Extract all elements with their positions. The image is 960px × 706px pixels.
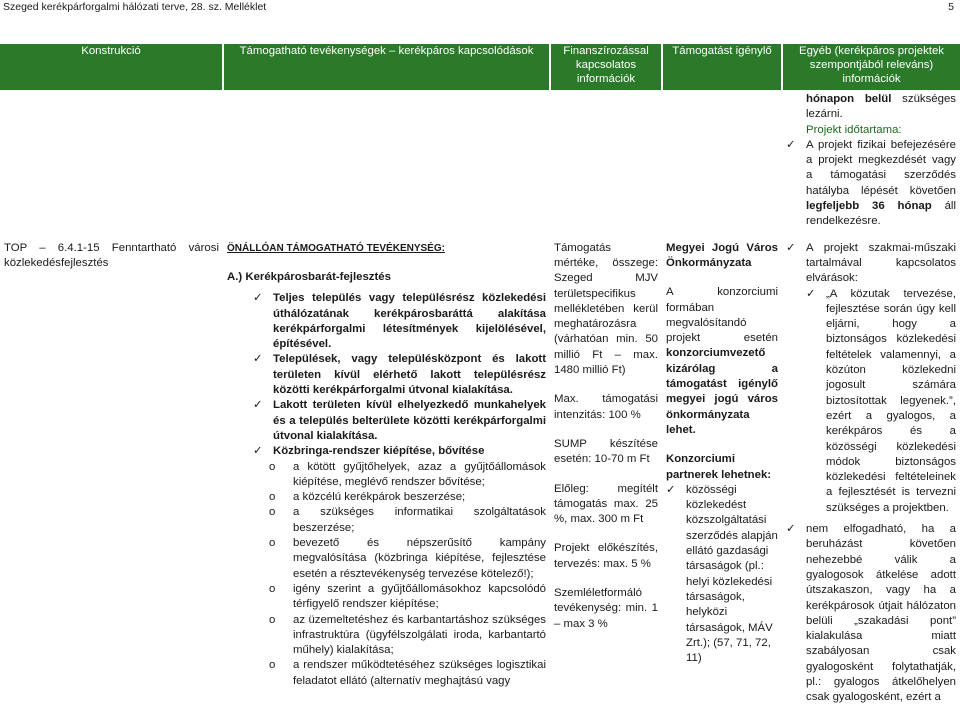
- bullet-icon: o: [269, 613, 276, 626]
- table-header-row: [0, 44, 960, 90]
- check-icon: ✓: [666, 483, 676, 496]
- sub-list-item: o a közcélú kerékpárok beszerzése;: [227, 490, 546, 505]
- bullet-icon: o: [269, 659, 276, 672]
- list-item: ✓ A projekt szakmai-műszaki tartalmával kapcsolatos elvárások:: [786, 241, 956, 287]
- finance-advance: Előleg: megítélt támogatás max. 25 %, max. 300 m Ft: [554, 482, 658, 526]
- col-header-finance: Finanszírozással kapcsolatos információk: [550, 44, 662, 90]
- activities-cell: [223, 238, 550, 706]
- list-item: ✓ Lakott területen kívül elhelyezkedő munkahelyek és a település belterülete közötti kerékpárforgalmi útvonal kialakítása.: [227, 398, 546, 444]
- finance-preparation: Projekt előkészítés, tervezés: max. 5 %: [554, 542, 658, 570]
- list-item: ✓ Teljes település vagy településrész közlekedési úthálózatának kerékpárosbaráttá alakítása kerékpárforgalmi létesítmények kijelölésével, építésével.: [227, 291, 546, 352]
- col-header-construction: Konstrukció: [0, 44, 223, 90]
- finance-cell: [550, 238, 662, 706]
- bullet-icon: o: [269, 582, 276, 595]
- sub-list-item: o a szükséges informatikai szolgáltatások beszerzése;: [227, 505, 546, 536]
- duration-label: Projekt időtartama:: [806, 123, 902, 136]
- check-icon: ✓: [786, 138, 796, 151]
- section-a-title: A.) Kerékpárosbarát-fejlesztés: [227, 270, 391, 283]
- continuation-cell: hónapon belül szükséges lezárni. Projekt időtartama: ✓ A projekt fizikai befejezésére a projekt megkezdését vagy a támogatási szerződés hatályba lépését követően legfeljebb 36 hónap áll rendelkezésre.: [782, 90, 960, 238]
- list-item: ✓ nem elfogadható, ha a beruházást követően nehezebbé válik a gyalogosok átkelése adott útszakaszon, vagy ha a kerékpárosok útjait hálózaton belüli „szakadási pont” kialakulása miatt szabályosan csak gyalogosként folytathatják, pl.: gyalogos átkelőhelyen csak gyalogosként, ezért a: [786, 522, 956, 706]
- list-item: ✓ „A közutak tervezése, fejlesztése során úgy kell eljárni, hogy a biztonságos közlekedési feltételek valamennyi, a közúton közlekedni jogosult számára biztosítottak legyenek.”, ezért a gyalogos, a kerékpáros és a közösségi közlekedési módok biztonságos közlekedési feltételeinek a fejlesztését is tervezni szükséges a projektben.: [786, 287, 956, 516]
- check-icon: ✓: [786, 523, 796, 536]
- finance-awareness: Szemléletformáló tevékenység: min. 1 – max 3 %: [554, 587, 658, 630]
- check-icon: ✓: [786, 241, 796, 254]
- activities-heading: ÖNÁLLÓAN TÁMOGATHATÓ TEVÉKENYSÉG:: [227, 242, 445, 254]
- partners-label: Konzorciumi partnerek lehetnek:: [666, 453, 772, 481]
- list-item: ✓ Közbringa-rendszer kiépítése, bővítése: [227, 444, 546, 459]
- applicant-cell: Megyei Jogú Város Önkormányzata A konzorciumi formában megvalósítandó projekt esetén konzorciumvezető kizárólag a támogatást igénylő megyei jogú város önkormányzata lehet. Konzorciumi partnerek lehetnek: ✓ közösségi közlekedést közszolgáltatási szerződés alapján ellátó gazdasági társaságok (pl.: helyi közlekedési társaságok, helyközi társaságok, MÁV Zrt.); (57, 71, 72, 11): [662, 238, 782, 706]
- check-icon: ✓: [253, 445, 263, 458]
- continuation-row: [0, 90, 960, 238]
- check-icon: ✓: [806, 287, 816, 300]
- applicant-title: Megyei Jogú Város Önkormányzata: [666, 241, 778, 269]
- construction-cell: TOP – 6.4.1-15 Fenntartható városi közlekedésfejlesztés: [4, 241, 219, 269]
- bullet-icon: o: [269, 506, 276, 519]
- sub-list-item: o a kötött gyűjtőhelyek, azaz a gyűjtőállomások kiépítése, meglévő rendszer bővítése;: [227, 460, 546, 491]
- bullet-icon: o: [269, 460, 276, 473]
- check-icon: ✓: [253, 399, 263, 412]
- other-cell: [782, 238, 960, 706]
- page-number: 5: [948, 1, 954, 13]
- finance-intensity: Max. támogatási intenzitás: 100 %: [554, 393, 658, 421]
- finance-sump: SUMP készítése esetén: 10-70 m Ft: [554, 437, 658, 466]
- sub-list-item: o az üzemeltetéshez és karbantartáshoz szükséges infrastruktúra (ügyfélszolgálati iroda, karbantartó műhely) kialakítása;: [227, 613, 546, 659]
- page-header: [0, 0, 960, 14]
- document-title: Szeged kerékpárforgalmi hálózati terve, 28. sz. Melléklet: [3, 1, 267, 13]
- check-icon: ✓: [253, 292, 263, 305]
- sub-list-item: o a rendszer működtetéséhez szükséges logisztikai feladatot ellátó (alternatív meghajtású vagy: [227, 658, 546, 689]
- bullet-icon: o: [269, 491, 276, 504]
- col-header-applicant: Támogatást igénylő: [662, 44, 782, 90]
- col-header-other: Egyéb (kerékpáros projektek szempontjából releváns) információk: [782, 44, 960, 90]
- sub-list-item: o bevezető és népszerűsítő kampány megvalósítása (közbringa kiépítése, fejlesztése esetén a résztevékenység tervezése kötelező!);: [227, 536, 546, 582]
- check-icon: ✓: [253, 353, 263, 366]
- partner-item: ✓ közösségi közlekedést közszolgáltatási szerződés alapján ellátó gazdasági társaságok (pl.: helyi közlekedési társaságok, helyközi társaságok, MÁV Zrt.); (57, 71, 72, 11): [666, 483, 778, 667]
- sub-list-item: o igény szerint a gyűjtőállomásokhoz kapcsolódó térfigyelő rendszer kiépítése;: [227, 582, 546, 613]
- list-item: ✓ Települések, vagy településközpont és lakott területen kívül elérhető lakott településrész közötti kerékpárforgalmi útvonal kialakítása.: [227, 352, 546, 398]
- col-header-activities: Támogatható tevékenységek – kerékpáros kapcsolódások: [223, 44, 550, 90]
- finance-amount: Támogatás mértéke, összege: Szeged MJV területspecifikus mellékletében kerül meghatározásra (várhatóan min. 50 millió Ft – max. 1480 millió Ft): [554, 241, 658, 377]
- support-table: [0, 44, 960, 706]
- bullet-icon: o: [269, 537, 276, 550]
- table-row: [0, 238, 960, 706]
